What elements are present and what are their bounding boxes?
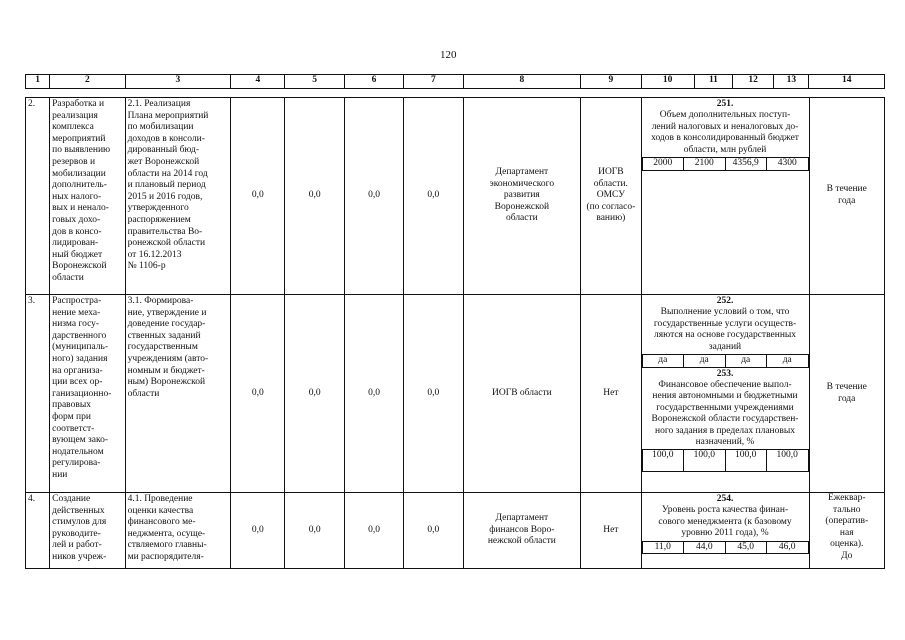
funding-value: 0,0	[344, 493, 403, 569]
text-line: В течение	[826, 184, 867, 195]
funding-value: 0,0	[285, 98, 344, 295]
text-line: и плановый период	[127, 180, 206, 191]
text-line: назначений, %	[695, 437, 755, 448]
text-line: В течение	[826, 381, 867, 392]
text-line: Департамент	[495, 513, 549, 524]
text-line: Распростра-	[52, 296, 102, 306]
indicator-cell	[641, 493, 809, 569]
text-line: говых дохо-	[52, 214, 101, 225]
text-line: по выявлению	[52, 145, 111, 156]
text-line: ронежской области	[127, 238, 206, 249]
column-number: 6	[344, 75, 403, 89]
text-line: оценки качества	[127, 505, 194, 516]
indicator-value: 100,0	[725, 450, 766, 472]
indicator-value: 46,0	[766, 541, 808, 554]
text-line: ствляемого главны-	[127, 540, 207, 551]
indicator-value: 100,0	[766, 450, 808, 472]
text-line: нение меха-	[52, 307, 101, 318]
text-line: руководите-	[52, 528, 101, 539]
text-line: Воронежской	[494, 201, 550, 212]
responsible-executor	[463, 493, 581, 569]
column-number: 8	[463, 75, 581, 89]
text-line: жет Воронежской	[127, 156, 200, 167]
text-line: неджмента, осуще-	[127, 528, 206, 539]
indicator-number: 252.	[716, 296, 734, 306]
text-line: нодательном	[52, 446, 104, 457]
funding-value: 0,0	[404, 493, 463, 569]
text-line: оценка).	[830, 539, 864, 550]
action-description	[125, 98, 231, 295]
indicator-value: 11,0	[642, 541, 683, 554]
text-line: финансов Воро-	[489, 524, 555, 535]
text-line: правительства Во-	[127, 226, 203, 237]
text-line: лений налоговых и неналоговых до-	[651, 121, 799, 132]
indicator-title	[642, 368, 809, 450]
text-line: доведение государ-	[127, 319, 206, 330]
text-line: ние, утверждение и	[127, 307, 207, 318]
execution-term	[809, 295, 885, 493]
text-line: по мобилизации	[127, 122, 194, 133]
text-line: Финансовое обеспечение выпол-	[658, 380, 792, 391]
indicator-cell	[641, 295, 809, 493]
indicator-value: 100,0	[642, 450, 683, 472]
text-line: правовых	[52, 400, 91, 411]
text-line: дарственного	[52, 330, 107, 341]
responsible-executor	[463, 98, 581, 295]
indicator-value: да	[642, 355, 683, 368]
text-line: распоряжением	[127, 214, 191, 225]
text-line: экономического	[489, 178, 555, 189]
column-number: 7	[404, 75, 463, 89]
funding-value: 0,0	[231, 295, 285, 493]
funding-value: 0,0	[231, 98, 285, 295]
indicator-value: 4300	[766, 158, 808, 171]
indicator-number: 253.	[716, 368, 734, 379]
text-line: Нет	[603, 387, 619, 398]
page-number: 120	[440, 49, 457, 61]
indicator-values	[642, 354, 809, 368]
column-number: 9	[581, 75, 641, 89]
text-line: доходов в консоли-	[127, 133, 205, 144]
table-row	[26, 295, 885, 493]
text-line: № 1106-р	[127, 261, 166, 272]
row-number: 2.	[26, 98, 50, 295]
indicator-title	[642, 295, 809, 354]
funding-value: 0,0	[285, 493, 344, 569]
text-line: Воронежской	[52, 261, 107, 272]
measure-name	[50, 295, 125, 493]
indicator-values	[642, 541, 809, 555]
measure-name	[50, 98, 125, 295]
measures-table	[25, 97, 885, 569]
column-number: 1	[26, 75, 50, 89]
text-line: 4.1. Проведение	[127, 494, 193, 504]
text-line: действенных	[52, 505, 105, 516]
text-line: Ежеквар-	[827, 493, 866, 503]
text-line: стимулов для	[52, 517, 107, 528]
indicator-cell	[641, 98, 809, 295]
column-number: 10	[641, 75, 694, 89]
text-line: ственных заданий	[127, 330, 201, 341]
text-line: учреждениям (авто-	[127, 353, 209, 364]
text-line: (оператив-	[825, 516, 869, 527]
text-line: нии	[52, 469, 68, 480]
text-line: регулирова-	[52, 458, 101, 469]
text-line: 2015 и 2016 годов,	[127, 191, 203, 202]
column-number: 4	[231, 75, 285, 89]
table-row	[26, 493, 885, 569]
text-line: Объем дополнительных поступ-	[659, 110, 791, 121]
text-line: форм при	[52, 411, 91, 422]
text-line: области	[52, 272, 84, 283]
row-number: 4.	[26, 493, 50, 569]
indicator-number: 251.	[716, 99, 734, 109]
table-row	[26, 98, 885, 295]
column-header-table	[25, 74, 885, 89]
indicator-title	[642, 98, 809, 157]
indicator-value: да	[684, 355, 725, 368]
text-line: дированный бюд-	[127, 145, 200, 156]
indicator-values	[642, 449, 809, 472]
text-line: ванию)	[596, 213, 626, 224]
column-number: 3	[125, 75, 231, 89]
column-number: 14	[809, 75, 885, 89]
text-line: комплекса	[52, 122, 94, 133]
indicator-number: 254.	[716, 494, 734, 504]
funding-value: 0,0	[404, 295, 463, 493]
text-line: соответст-	[52, 423, 95, 434]
text-line: мероприятий	[52, 133, 106, 144]
column-number: 13	[774, 75, 809, 89]
measure-name	[50, 493, 125, 569]
indicator-value: да	[766, 355, 808, 368]
text-line: области на 2014 год	[127, 168, 208, 179]
indicator-value: 2100	[684, 158, 725, 171]
text-line: тально	[833, 504, 861, 515]
indicator-value: 45,0	[725, 541, 766, 554]
text-line: До	[841, 550, 853, 561]
text-line: области, млн рублей	[683, 144, 767, 155]
funding-value: 0,0	[285, 295, 344, 493]
responsible-executor	[463, 295, 581, 493]
indicator-value: да	[725, 355, 766, 368]
text-line: развития	[503, 190, 540, 201]
funding-value: 0,0	[404, 98, 463, 295]
text-line: нения автономными и бюджетными	[652, 391, 798, 402]
text-line: государственным	[127, 342, 198, 353]
column-number: 12	[733, 75, 774, 89]
text-line: Создание	[52, 494, 91, 504]
column-header-row	[26, 75, 885, 89]
text-line: дополнитель-	[52, 180, 107, 191]
text-line: заданий	[708, 341, 742, 352]
text-line: Разработка и	[52, 99, 105, 109]
text-line: государственные услуги осуществ-	[653, 318, 797, 329]
indicator-value: 2000	[642, 158, 683, 171]
text-line: вых и ненало-	[52, 203, 109, 214]
column-number: 2	[50, 75, 125, 89]
text-line: ции всех ор-	[52, 377, 103, 388]
text-line: ми распорядителя-	[127, 551, 204, 562]
action-description	[125, 493, 231, 569]
column-number: 5	[285, 75, 344, 89]
indicator-title	[642, 493, 809, 541]
text-line: ного) задания	[52, 353, 108, 364]
text-line: (муниципаль-	[52, 342, 109, 353]
text-line: области	[505, 213, 538, 224]
text-line: утвержденного	[127, 203, 189, 214]
text-line: ным) Воронежской	[127, 377, 206, 388]
text-line: ная	[839, 527, 854, 538]
text-line: лей и работ-	[52, 540, 102, 551]
text-line: государственными учреждениями	[656, 402, 794, 413]
text-line: года	[838, 196, 856, 206]
text-line: области	[127, 388, 160, 399]
funding-value: 0,0	[344, 98, 403, 295]
row-number: 3.	[26, 295, 50, 493]
text-line: дов в консо-	[52, 226, 102, 237]
text-line: уровню 2011 года), %	[681, 528, 769, 539]
text-line: Плана мероприятий	[127, 110, 209, 121]
text-line: номным и бюджет-	[127, 365, 205, 376]
text-line: сового менеджмента (к базовому	[658, 516, 792, 527]
text-line: Уровень роста качества финан-	[661, 505, 789, 516]
text-line: Нет	[603, 524, 619, 535]
text-line: ОМСУ	[596, 190, 625, 201]
text-line: мобилизации	[52, 168, 106, 179]
text-line: области.	[593, 178, 628, 189]
action-description	[125, 295, 231, 493]
text-line: реализация	[52, 110, 98, 121]
text-line: на организа-	[52, 365, 103, 376]
execution-term	[809, 493, 885, 569]
text-line: низма госу-	[52, 319, 100, 330]
text-line: года	[838, 393, 856, 404]
co-executor	[581, 98, 641, 295]
text-line: от 16.12.2013	[127, 249, 182, 260]
text-line: 2.1. Реализация	[127, 99, 191, 109]
text-line: ходов в консолидированный бюджет	[651, 133, 799, 144]
text-line: ляются на основе государственных	[653, 330, 797, 341]
column-number: 11	[694, 75, 732, 89]
text-line: ного задания в пределах плановых	[655, 425, 795, 436]
co-executor	[581, 295, 641, 493]
text-line: финансового ме-	[127, 517, 196, 528]
text-line: ный бюджет	[52, 249, 103, 260]
text-line: ных налого-	[52, 191, 102, 202]
text-line: Департамент	[495, 167, 549, 178]
text-line: вующем зако-	[52, 435, 109, 446]
text-line: ИОГВ	[598, 167, 624, 178]
text-line: (по согласо-	[586, 201, 636, 212]
text-line: нежской области	[487, 536, 556, 547]
indicator-value: 44,0	[684, 541, 725, 554]
text-line: Выполнение условий о том, что	[660, 307, 790, 318]
text-line: лидирован-	[52, 238, 99, 249]
co-executor	[581, 493, 641, 569]
text-line: ИОГВ области	[492, 387, 552, 398]
indicator-value: 4356,9	[725, 158, 766, 171]
indicator-values	[642, 157, 809, 171]
execution-term	[809, 98, 885, 295]
indicator-value: 100,0	[684, 450, 725, 472]
text-line: резервов и	[52, 156, 96, 167]
text-line: ганизационно-	[52, 388, 112, 399]
funding-value: 0,0	[344, 295, 403, 493]
funding-value: 0,0	[231, 493, 285, 569]
text-line: Воронежской области государствен-	[651, 414, 799, 425]
text-line: 3.1. Формирова-	[127, 296, 194, 306]
text-line: ников учреж-	[52, 551, 107, 562]
